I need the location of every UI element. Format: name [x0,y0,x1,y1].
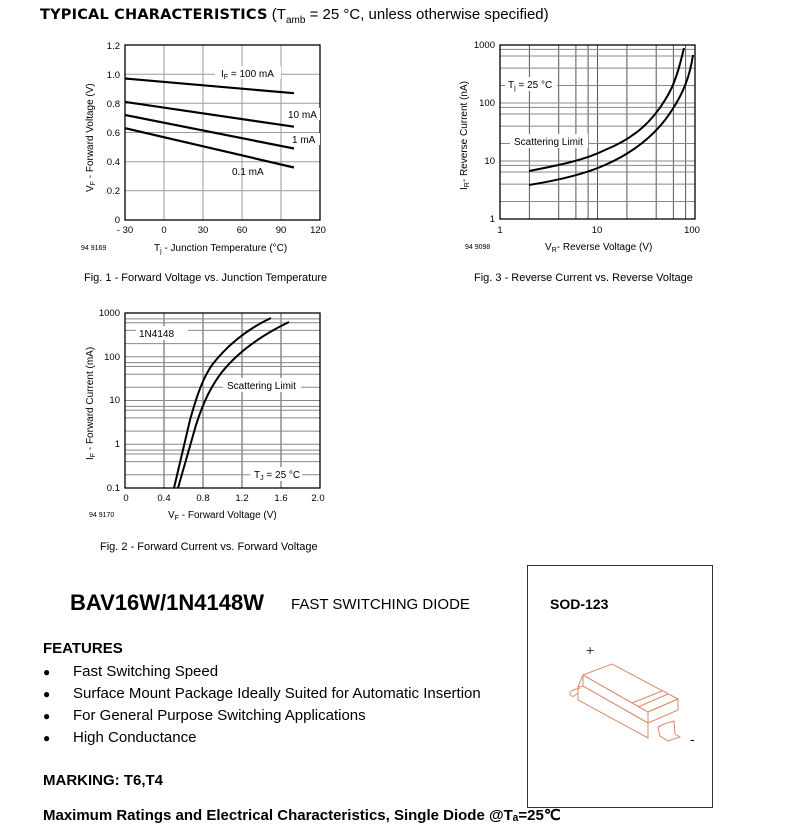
fig1-xlabel: $T_j$ - Junction Temperature (°C) [154,243,288,255]
svg-text:10: 10 [109,395,120,406]
svg-text:1000: 1000 [98,308,120,319]
fig3-caption: Fig. 3 - Reverse Current vs. Reverse Voltage [474,272,693,284]
svg-text:120: 120 [310,225,326,236]
fig1-yticks [107,41,120,226]
svg-text:2.0: 2.0 [311,493,325,504]
svg-text:1.0: 1.0 [106,70,120,81]
bullet-icon: ● [43,665,51,679]
fig3-xticks [497,225,700,236]
features-list [40,661,481,749]
svg-text:1.2: 1.2 [235,493,249,504]
svg-text:60: 60 [236,225,248,236]
feature-item [40,661,481,683]
svg-text:0.1: 0.1 [106,483,120,494]
features-heading: FEATURES [43,640,123,657]
fig3-label-scatter: Scattering Limit [514,137,583,148]
feature-text: High Conductance [73,729,197,746]
fig3-code: 94 9098 [465,244,491,251]
fig2-yticks [99,308,120,494]
svg-text:10: 10 [591,225,603,236]
fig2-xticks [123,493,324,504]
svg-text:0.6: 0.6 [106,128,120,139]
fig1-label-if1: 1 mA [292,135,316,146]
fig1-label-if01: 0.1 mA [232,167,264,178]
feature-item [40,705,481,727]
product-name: BAV16W/1N4148W [70,590,264,615]
fig1-xticks [117,225,326,236]
svg-text:100: 100 [479,98,495,109]
svg-text:100: 100 [104,352,120,363]
feature-text: Fast Switching Speed [73,663,219,680]
svg-text:0.4: 0.4 [157,493,171,504]
svg-text:0.8: 0.8 [196,493,210,504]
bullet-icon: ● [43,731,51,745]
fig2-label-part: 1N4148 [139,329,175,340]
feature-item [40,727,481,749]
marking: MARKING: T6,T4 [43,772,163,789]
feature-text: Surface Mount Package Ideally Suited for Automatic Insertion [73,685,481,702]
bullet-icon: ● [43,687,51,701]
package-label: SOD-123 [550,596,609,612]
fig3-yticks [474,40,495,225]
fig3-ylabel: $I_R-$ Reverse Current (nA) [459,81,471,190]
feature-item [40,683,481,705]
sod123-package-icon [540,630,710,750]
svg-text:10: 10 [484,156,495,167]
svg-text:- 30: - 30 [116,225,134,236]
section-title-text-2: = 25 °C, unless otherwise specified) [305,6,549,23]
product-subtitle: FAST SWITCHING DIODE [291,596,470,613]
fig2-ylabel: $I_F$ - Forward Current (mA) [85,346,97,460]
ratings-heading: Maximum Ratings and Electrical Characteristics, Single Diode @Tₐ=25℃ [43,807,561,824]
svg-text:90: 90 [275,225,287,236]
fig1-ylabel: $V_F$ - Forward Voltage (V) [85,83,97,192]
svg-text:1000: 1000 [473,40,495,51]
fig2-label-tj: $T_J = 25$ °C [254,470,301,482]
fig3-label-tj: $T_j = 25$ °C [508,80,553,92]
svg-text:0: 0 [114,215,120,226]
fig2-label-scatter: Scattering Limit [227,381,296,392]
fig1-caption: Fig. 1 - Forward Voltage vs. Junction Temperature [84,272,328,284]
feature-text: For General Purpose Switching Applications [73,707,366,724]
fig1-label-if100: $I_F = 100$ mA [221,69,274,81]
svg-text:0.8: 0.8 [106,99,120,110]
svg-text:0: 0 [161,225,167,236]
svg-text:100: 100 [684,225,700,236]
cathode-minus-label: - [690,731,695,747]
fig1-code: 94 9169 [81,245,107,252]
section-title-text: (T [267,6,286,23]
section-title-bold: TYPICAL CHARACTERISTICS [40,7,268,23]
section-title-sub: amb [285,15,306,26]
svg-text:1.6: 1.6 [274,493,288,504]
svg-text:1.2: 1.2 [106,41,120,52]
svg-text:0.4: 0.4 [106,157,120,168]
svg-text:0: 0 [123,493,129,504]
svg-text:1: 1 [114,439,120,450]
anode-plus-label: + [586,642,595,658]
fig1-series [125,79,294,168]
svg-text:30: 30 [197,225,209,236]
svg-text:0.2: 0.2 [106,186,120,197]
fig3-xlabel: $V_R-$ Reverse Voltage (V) [545,242,653,254]
package-outline [570,664,680,741]
svg-text:1: 1 [489,214,495,225]
svg-text:1: 1 [497,225,503,236]
fig2-caption: Fig. 2 - Forward Current vs. Forward Voltage [100,541,318,553]
fig2-code: 94 9170 [89,512,115,519]
fig1-label-if10: 10 mA [288,110,317,121]
fig2-xlabel: $V_F$ - Forward Voltage (V) [168,510,277,522]
bullet-icon: ● [43,709,51,723]
fig3-plot [500,45,695,219]
